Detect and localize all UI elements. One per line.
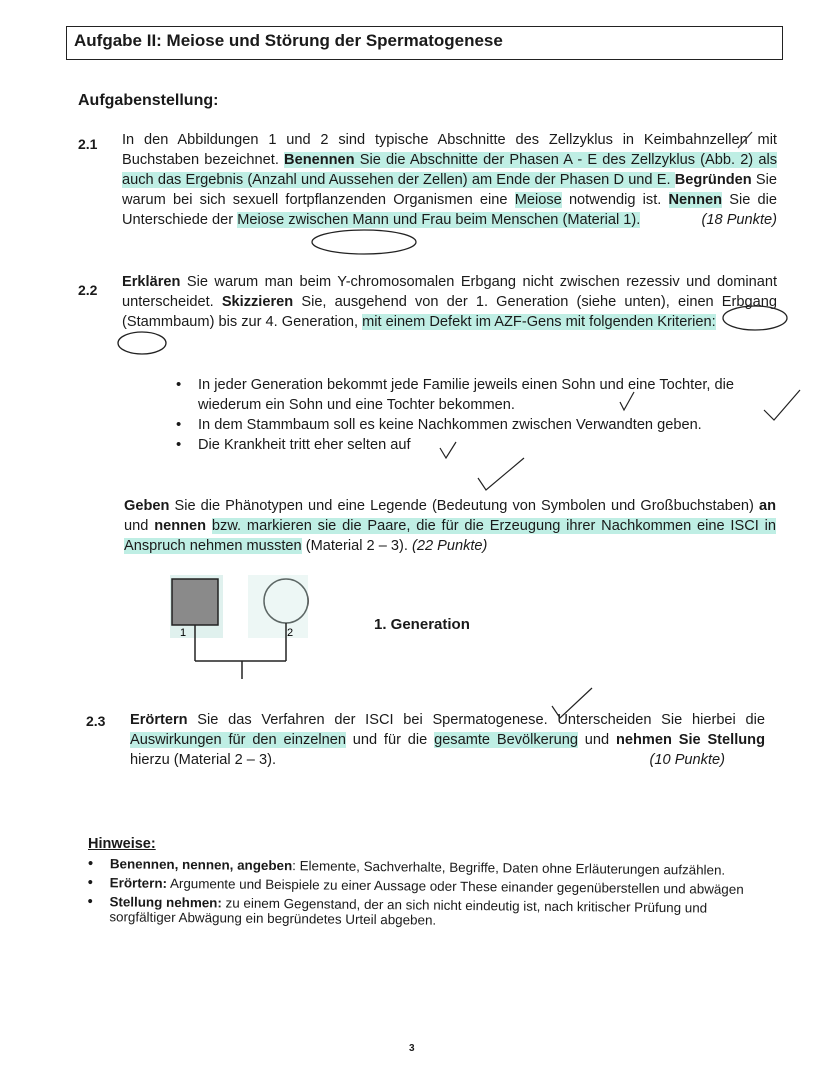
t23-text: Sie das Verfahren der ISCI bei Spermatogenese. Unterscheiden Sie hierbei die <box>187 712 765 728</box>
task-number-2-1: 2.1 <box>78 136 98 152</box>
t22-skizzieren: Skizzieren <box>221 294 294 310</box>
t21-points: (18 Punkte) <box>701 212 777 228</box>
t21-text: notwendig ist. <box>561 192 669 208</box>
t21-material: (Material 1). <box>558 212 641 228</box>
hint-item <box>84 856 764 878</box>
task-2-2-text-2 <box>124 496 776 556</box>
t23-material: hierzu (Material 2 – 3). <box>130 752 276 768</box>
circle-mark <box>312 230 416 254</box>
t22-text: Sie warum man beim Y-chromosomalen Erbgang nicht zwischen rezessiv und dominant unterscheidet. <box>122 274 777 310</box>
t22-text: Sie die Phänotypen und eine Legende <box>169 498 432 514</box>
t22-material: (Material 2 – 3). <box>301 538 412 554</box>
task-2-1-text <box>122 130 777 230</box>
t21-text: In den Abbildungen 1 und 2 sind typische Abschnitte des Zellzyklus in Keimbahnzellen mit Buchstaben bezeichnet. <box>122 132 777 168</box>
t21-text: Sie warum bei sich sexuell fortpflanzenden Organismen eine <box>122 172 777 208</box>
hints-title: Hinweise: <box>88 836 156 852</box>
male-affected-symbol <box>172 579 218 625</box>
circle-mark <box>118 332 166 354</box>
t21-text: Sie die Unterschiede der <box>122 192 777 228</box>
t22-points: (22 Punkte) <box>411 538 488 554</box>
t22-nennen: nennen <box>154 518 207 534</box>
t22-legende: (Bedeutung von Symbolen und Großbuchstaben) <box>431 498 754 514</box>
t21-ergebnis: Ergebnis <box>185 172 244 188</box>
t22-an: an <box>753 498 776 514</box>
task-2-3-text <box>130 710 765 770</box>
page-title: Aufgabe II: Meiose und Störung der Spermatogenese <box>74 31 503 50</box>
t23-text: und <box>578 732 616 748</box>
t22-text: Sie, ausgehend von der 1. Generation (siehe unten), einen Erbgang (Stammbaum) bis zur 4. Generation, <box>122 294 777 330</box>
hints-list <box>83 856 764 935</box>
t22-isci-pairs: bzw. markieren sie die Paare, die für die Erzeugung ihrer Nachkommen eine ISCI in Anspruch nehmen mussten <box>124 518 776 554</box>
t23-stellung: nehmen Sie Stellung <box>615 732 766 748</box>
generation-label: 1. Generation <box>374 616 470 633</box>
t21-nennen: Nennen <box>668 192 723 208</box>
t23-points: (10 Punkte) <box>649 752 725 768</box>
t21-begruenden: Begründen <box>674 172 752 188</box>
hint-term: Erörtern: <box>109 875 168 891</box>
task-number-2-2: 2.2 <box>78 282 98 298</box>
t21-meiose-mann-frau: Meiose zwischen Mann und Frau beim Menschen <box>237 212 559 228</box>
t21-text: (Anzahl und Aussehen der Zellen) am Ende der Phasen D und E. <box>243 172 675 188</box>
pedigree-label-1: 1 <box>180 627 187 639</box>
list-item: • In jeder Generation bekommt jede Familie jeweils einen Sohn und eine Tochter, die wiederum ein Sohn und eine Tochter bekommen. <box>172 375 778 415</box>
t22-criteria: mit einem Defekt im AZF-Gens mit folgenden Kriterien: <box>362 314 716 330</box>
hint-text: zu einem Gegenstand, der an sich nicht eindeutig ist, nach kritischer Prüfung und sorgfältiger Abwägung ein begründetes Urteil abgeben. <box>109 895 708 928</box>
list-item: • Die Krankheit tritt eher selten auf <box>172 435 778 455</box>
hint-text: : Elemente, Sachverhalte, Begriffe, Daten ohne Erläuterungen aufzählen. <box>292 858 726 878</box>
t21-meiose: Meiose <box>514 192 562 208</box>
criteria-list <box>172 375 778 455</box>
highlight <box>248 575 308 638</box>
t21-benennen: Benennen <box>284 152 355 168</box>
hint-item <box>84 875 764 897</box>
t22-erklaeren: Erklären <box>122 274 181 290</box>
hint-term: Benennen, nennen, angeben <box>109 856 293 874</box>
hint-text: Argumente und Beispiele zu einer Aussage oder These einander gegenüberstellen und abwägen <box>166 875 744 897</box>
t22-text: und <box>124 518 155 534</box>
hint-item <box>83 894 763 931</box>
t23-einzelne: Auswirkungen für den einzelnen <box>130 732 346 748</box>
task-number-2-3: 2.3 <box>86 713 106 729</box>
t23-eroertern: Erörtern <box>130 712 188 728</box>
t23-text: und für die <box>345 732 435 748</box>
task-2-2-text <box>122 272 777 332</box>
page-number: 3 <box>409 1043 415 1054</box>
t21-text: Sie die Abschnitte der Phasen A - E des Zellzyklus (Abb. 2) als auch das <box>122 152 777 188</box>
checkmark-icon <box>478 458 524 490</box>
list-item: • In dem Stammbaum soll es keine Nachkommen zwischen Verwandten geben. <box>172 415 778 435</box>
pedigree-diagram <box>150 565 320 680</box>
hint-term: Stellung nehmen: <box>109 894 222 911</box>
pedigree-label-2: 2 <box>287 627 294 639</box>
section-heading: Aufgabenstellung: <box>78 92 219 109</box>
t22-geben: Geben <box>124 498 170 514</box>
t23-bevoelkerung: gesamte Bevölkerung <box>434 732 578 748</box>
